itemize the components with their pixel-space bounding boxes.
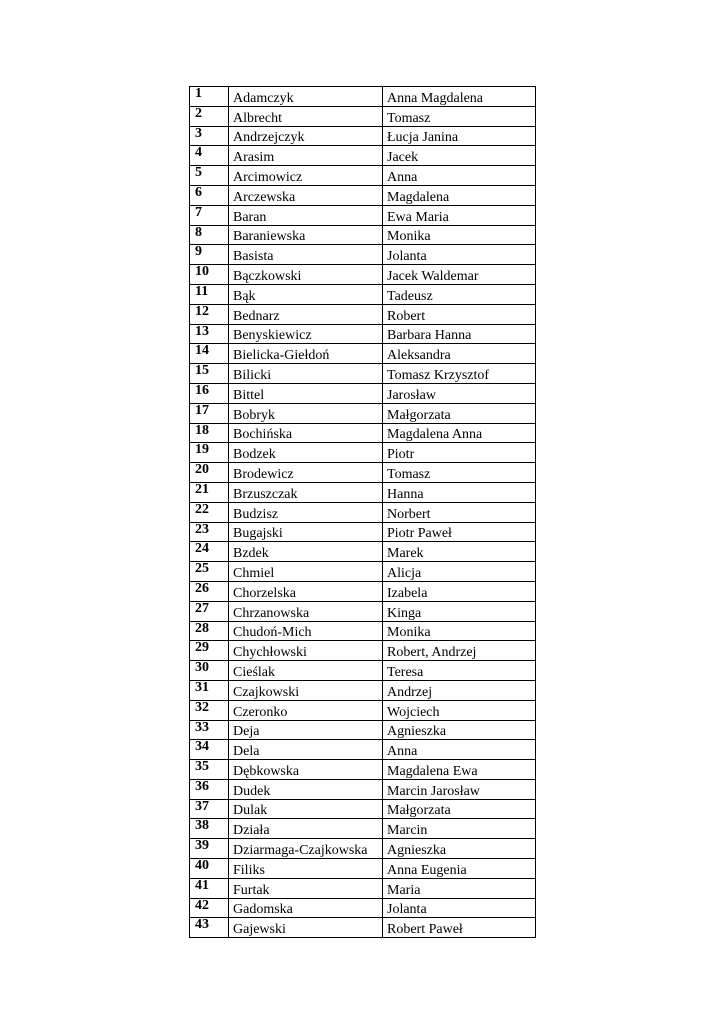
given-names-cell: Wojciech [383, 700, 536, 720]
surname-cell: Arczewska [229, 185, 383, 205]
given-names-cell: Marcin [383, 819, 536, 839]
given-names-cell: Barbara Hanna [383, 324, 536, 344]
table-row [190, 463, 536, 483]
given-names-cell: Jarosław [383, 383, 536, 403]
row-number: 38 [190, 819, 229, 839]
surname-cell: Bielicka-Giełdoń [229, 344, 383, 364]
row-number: 23 [190, 522, 229, 542]
table-row [190, 284, 536, 304]
surname-cell: Dela [229, 740, 383, 760]
table-row [190, 502, 536, 522]
table-row [190, 680, 536, 700]
row-number: 17 [190, 403, 229, 423]
given-names-cell: Piotr Paweł [383, 522, 536, 542]
row-number: 7 [190, 205, 229, 225]
table-row [190, 106, 536, 126]
row-number: 35 [190, 760, 229, 780]
row-number: 25 [190, 562, 229, 582]
given-names-cell: Ewa Maria [383, 205, 536, 225]
table-row [190, 839, 536, 859]
given-names-cell: Anna Eugenia [383, 859, 536, 879]
table-row [190, 403, 536, 423]
surname-cell: Furtak [229, 878, 383, 898]
given-names-cell: Tadeusz [383, 284, 536, 304]
surname-cell: Deja [229, 720, 383, 740]
table-row [190, 859, 536, 879]
table-row [190, 918, 536, 938]
row-number: 24 [190, 542, 229, 562]
surname-cell: Bobryk [229, 403, 383, 423]
given-names-cell: Teresa [383, 661, 536, 681]
given-names-cell: Hanna [383, 482, 536, 502]
table-row [190, 878, 536, 898]
given-names-cell: Małgorzata [383, 403, 536, 423]
row-number: 22 [190, 502, 229, 522]
given-names-cell: Monika [383, 621, 536, 641]
table-row [190, 185, 536, 205]
table-row [190, 522, 536, 542]
surname-cell: Bednarz [229, 304, 383, 324]
row-number: 34 [190, 740, 229, 760]
given-names-cell: Robert, Andrzej [383, 641, 536, 661]
table-row [190, 146, 536, 166]
row-number: 13 [190, 324, 229, 344]
given-names-cell: Marcin Jarosław [383, 779, 536, 799]
table-row [190, 423, 536, 443]
names-table-body [190, 87, 536, 938]
surname-cell: Dziarmaga-Czajkowska [229, 839, 383, 859]
table-row [190, 700, 536, 720]
row-number: 11 [190, 284, 229, 304]
table-row [190, 740, 536, 760]
given-names-cell: Anna [383, 740, 536, 760]
row-number: 42 [190, 898, 229, 918]
surname-cell: Dudek [229, 779, 383, 799]
surname-cell: Czeronko [229, 700, 383, 720]
table-row [190, 443, 536, 463]
surname-cell: Budzisz [229, 502, 383, 522]
surname-cell: Gajewski [229, 918, 383, 938]
row-number: 27 [190, 601, 229, 621]
table-row [190, 779, 536, 799]
surname-cell: Bugajski [229, 522, 383, 542]
row-number: 19 [190, 443, 229, 463]
surname-cell: Gadomska [229, 898, 383, 918]
given-names-cell: Jacek Waldemar [383, 265, 536, 285]
surname-cell: Bodzek [229, 443, 383, 463]
table-row [190, 364, 536, 384]
surname-cell: Baran [229, 205, 383, 225]
surname-cell: Brodewicz [229, 463, 383, 483]
given-names-cell: Robert Paweł [383, 918, 536, 938]
table-row [190, 324, 536, 344]
table-row [190, 898, 536, 918]
table-row [190, 126, 536, 146]
given-names-cell: Magdalena [383, 185, 536, 205]
table-row [190, 205, 536, 225]
given-names-cell: Jolanta [383, 245, 536, 265]
given-names-cell: Norbert [383, 502, 536, 522]
surname-cell: Brzuszczak [229, 482, 383, 502]
surname-cell: Adamczyk [229, 87, 383, 107]
row-number: 1 [190, 87, 229, 107]
surname-cell: Arcimowicz [229, 166, 383, 186]
surname-cell: Filiks [229, 859, 383, 879]
table-row [190, 482, 536, 502]
given-names-cell: Piotr [383, 443, 536, 463]
row-number: 28 [190, 621, 229, 641]
surname-cell: Chychłowski [229, 641, 383, 661]
row-number: 31 [190, 680, 229, 700]
table-row [190, 621, 536, 641]
given-names-cell: Magdalena Ewa [383, 760, 536, 780]
table-row [190, 819, 536, 839]
surname-cell: Chmiel [229, 562, 383, 582]
surname-cell: Dulak [229, 799, 383, 819]
given-names-cell: Tomasz [383, 463, 536, 483]
surname-cell: Bąk [229, 284, 383, 304]
given-names-cell: Kinga [383, 601, 536, 621]
table-row [190, 166, 536, 186]
row-number: 21 [190, 482, 229, 502]
table-row [190, 641, 536, 661]
names-table [189, 86, 536, 938]
surname-cell: Bochińska [229, 423, 383, 443]
given-names-cell: Marek [383, 542, 536, 562]
table-row [190, 383, 536, 403]
surname-cell: Benyskiewicz [229, 324, 383, 344]
table-row [190, 542, 536, 562]
table-row [190, 87, 536, 107]
given-names-cell: Andrzej [383, 680, 536, 700]
given-names-cell: Maria [383, 878, 536, 898]
row-number: 2 [190, 106, 229, 126]
table-row [190, 562, 536, 582]
table-row [190, 344, 536, 364]
row-number: 41 [190, 878, 229, 898]
given-names-cell: Magdalena Anna [383, 423, 536, 443]
row-number: 12 [190, 304, 229, 324]
surname-cell: Bilicki [229, 364, 383, 384]
given-names-cell: Monika [383, 225, 536, 245]
given-names-cell: Agnieszka [383, 720, 536, 740]
row-number: 43 [190, 918, 229, 938]
surname-cell: Albrecht [229, 106, 383, 126]
given-names-cell: Małgorzata [383, 799, 536, 819]
surname-cell: Działa [229, 819, 383, 839]
row-number: 6 [190, 185, 229, 205]
row-number: 36 [190, 779, 229, 799]
surname-cell: Chudoń-Mich [229, 621, 383, 641]
surname-cell: Bzdek [229, 542, 383, 562]
row-number: 15 [190, 364, 229, 384]
row-number: 40 [190, 859, 229, 879]
given-names-cell: Tomasz [383, 106, 536, 126]
table-row [190, 225, 536, 245]
row-number: 32 [190, 700, 229, 720]
row-number: 14 [190, 344, 229, 364]
row-number: 3 [190, 126, 229, 146]
given-names-cell: Anna [383, 166, 536, 186]
table-row [190, 661, 536, 681]
surname-cell: Basista [229, 245, 383, 265]
surname-cell: Baraniewska [229, 225, 383, 245]
table-row [190, 601, 536, 621]
row-number: 29 [190, 641, 229, 661]
row-number: 37 [190, 799, 229, 819]
table-row [190, 265, 536, 285]
surname-cell: Chrzanowska [229, 601, 383, 621]
surname-cell: Cieślak [229, 661, 383, 681]
given-names-cell: Tomasz Krzysztof [383, 364, 536, 384]
row-number: 30 [190, 661, 229, 681]
row-number: 26 [190, 581, 229, 601]
table-row [190, 760, 536, 780]
surname-cell: Bittel [229, 383, 383, 403]
given-names-cell: Aleksandra [383, 344, 536, 364]
given-names-cell: Łucja Janina [383, 126, 536, 146]
surname-cell: Chorzelska [229, 581, 383, 601]
given-names-cell: Robert [383, 304, 536, 324]
row-number: 5 [190, 166, 229, 186]
given-names-cell: Izabela [383, 581, 536, 601]
surname-cell: Czajkowski [229, 680, 383, 700]
row-number: 18 [190, 423, 229, 443]
table-row [190, 720, 536, 740]
table-row [190, 304, 536, 324]
row-number: 33 [190, 720, 229, 740]
surname-cell: Arasim [229, 146, 383, 166]
row-number: 39 [190, 839, 229, 859]
table-row [190, 581, 536, 601]
row-number: 16 [190, 383, 229, 403]
row-number: 4 [190, 146, 229, 166]
row-number: 10 [190, 265, 229, 285]
given-names-cell: Alicja [383, 562, 536, 582]
surname-cell: Bączkowski [229, 265, 383, 285]
row-number: 9 [190, 245, 229, 265]
table-row [190, 245, 536, 265]
row-number: 20 [190, 463, 229, 483]
given-names-cell: Jacek [383, 146, 536, 166]
table-row [190, 799, 536, 819]
given-names-cell: Anna Magdalena [383, 87, 536, 107]
given-names-cell: Jolanta [383, 898, 536, 918]
surname-cell: Dębkowska [229, 760, 383, 780]
given-names-cell: Agnieszka [383, 839, 536, 859]
row-number: 8 [190, 225, 229, 245]
surname-cell: Andrzejczyk [229, 126, 383, 146]
